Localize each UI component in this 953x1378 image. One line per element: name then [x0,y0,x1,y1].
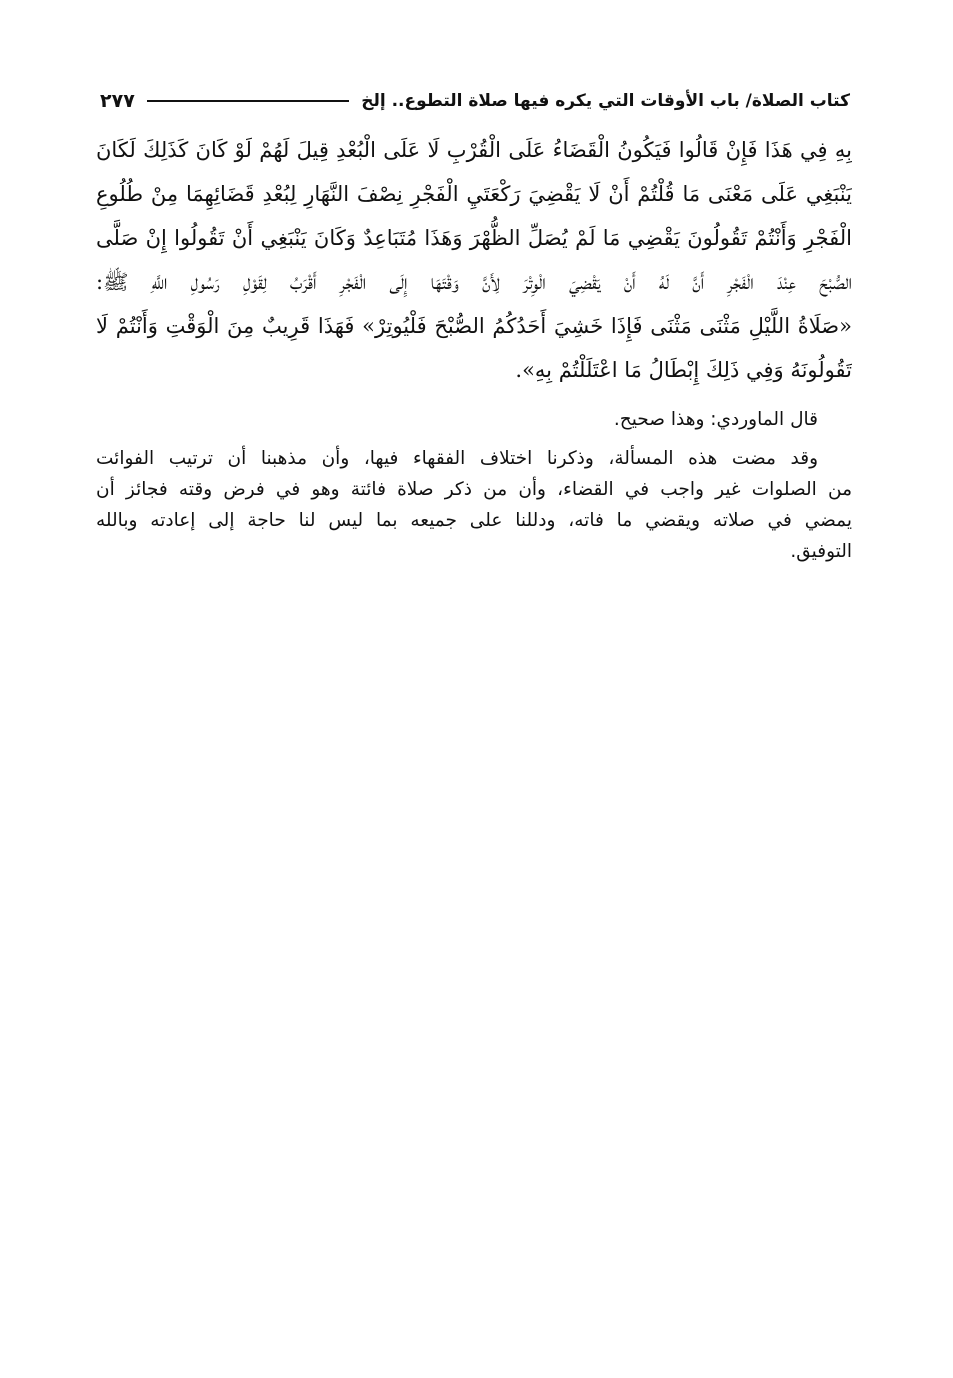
commentary-line: وقد مضت هذه المسألة، وذكرنا اختلاف الفقهاء فيها، وأن مذهبنا أن ترتيب الفوائت [96,448,818,469]
page-number: ٢٧٧ [100,90,135,112]
header-rule [147,100,349,102]
quoted-line: الصُّبْحَ عِنْدَ الْفَجْرِ أَنَّ لَهُ أَنْ يَقْضِيَ الْوِتْرَ لِأَنَّ وَقْتَهَا إِلَى الْفَجْرِ أَقْرَبُ لِقَوْلِ رَسُولِ اللَّهِ ﷺ: [96,270,852,294]
quoted-line: الْفَجْرِ وَأَنْتُمْ تَقُولُونَ يَقْضِي مَا لَمْ يُصَلِّ الظُّهْرَ وَهَذَا مُتَبَاعِدٌ وَكَانَ يَنْبَغِي أَنْ تَقُولُوا إِنْ صَلَّى [96,226,852,250]
quoted-passage [96,128,852,392]
commentary-line: قال الماوردي: وهذا صحيح. [613,409,818,430]
commentary-line: من الصلوات غير واجب في القضاء، وأن من ذكر صلاة فائتة وهو في فرض وقته فجائز أن [96,479,852,500]
commentary-paragraph [96,404,852,435]
running-title: كتاب الصلاة/ باب الأوقات التي يكره فيها صلاة التطوع.. إلخ [361,91,850,111]
quoted-line: «صَلَاةُ اللَّيْلِ مَثْنَى مَثْنَى فَإِذَا خَشِيَ أَحَدُكُمُ الصُّبْحَ فَلْيُوتِرْ» فَهَذَا قَرِيبٌ مِنَ الْوَقْتِ وَأَنْتُمْ لَا [96,314,852,338]
quoted-line: يَنْبَغِي عَلَى مَعْنَى مَا قُلْتُمْ أَنْ لَا يَقْضِيَ رَكْعَتَيِ الْفَجْرِ نِصْفَ النَّهَارِ لِبُعْدِ قَضَائِهِمَا مِنْ طُلُوعِ [96,182,852,206]
page-header [100,86,850,116]
commentary-paragraph [96,443,852,567]
quoted-line: تَقُولُونَهُ وَفِي ذَلِكَ إِبْطَالُ مَا اعْتَلَلْتُمْ بِهِ». [515,358,852,382]
commentary-line: يمضي في صلاته ويقضي ما فاته، ودللنا على جميعه بما ليس لنا حاجة إلى إعادته وبالله [96,510,852,531]
quoted-line: بِهِ فِي هَذَا فَإِنْ قَالُوا فَيَكُونُ الْقَضَاءُ عَلَى الْقُرْبِ لَا عَلَى الْبُعْدِ قِيلَ لَهُمْ لَوْ كَانَ كَذَلِكَ لَكَانَ [96,138,852,162]
commentary-line: التوفيق. [790,541,852,562]
